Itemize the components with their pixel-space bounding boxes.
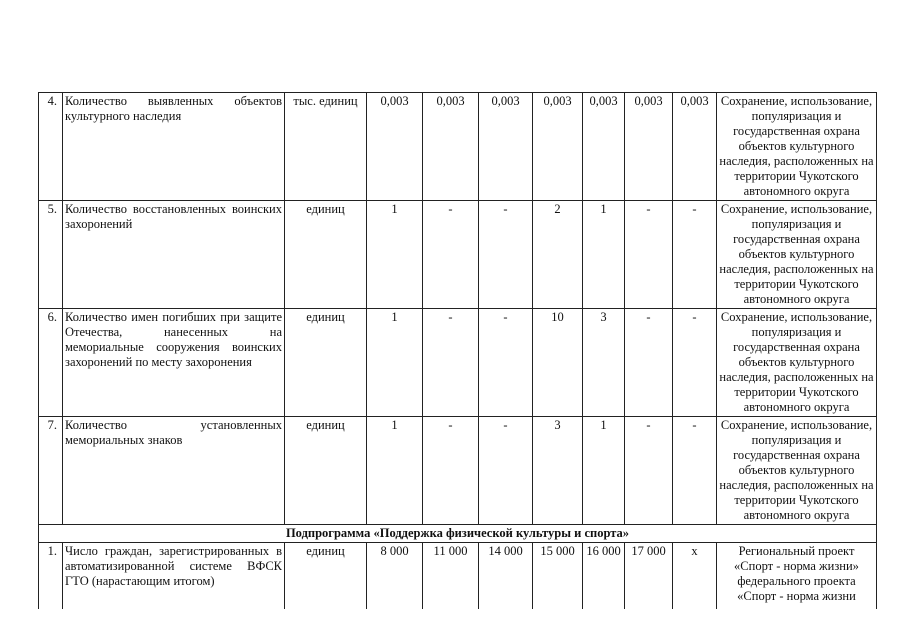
indicator-name: Количество имен погибших при защите Отечества, нанесенных на мемориальные сооружения воинских захоронений по месту захоронения <box>63 309 285 417</box>
value-cell: 1 <box>367 309 423 417</box>
row-number: 1. <box>39 543 63 610</box>
unit-cell: тыс. единиц <box>285 93 367 201</box>
indicator-name: Количество восстановленных воинских захоронений <box>63 201 285 309</box>
note-cell: Сохранение, использование, популяризация и государственная охрана объектов культурного наследия, расположенных на территории Чукотского автономного округа <box>717 417 877 525</box>
unit-cell: единиц <box>285 417 367 525</box>
value-cell: - <box>479 309 533 417</box>
value-cell: - <box>625 309 673 417</box>
value-cell: 1 <box>583 201 625 309</box>
section-header: Подпрограмма «Поддержка физической культуры и спорта» <box>39 525 877 543</box>
value-cell: 1 <box>367 417 423 525</box>
document-page <box>38 92 877 609</box>
table-row <box>39 417 877 525</box>
value-cell: 2 <box>533 201 583 309</box>
value-cell: - <box>673 417 717 525</box>
table-row <box>39 309 877 417</box>
value-cell: 0,003 <box>625 93 673 201</box>
note-cell: Сохранение, использование, популяризация и государственная охрана объектов культурного наследия, расположенных на территории Чукотского автономного округа <box>717 93 877 201</box>
value-cell: 10 <box>533 309 583 417</box>
value-cell: - <box>479 201 533 309</box>
section-header-row <box>39 525 877 543</box>
value-cell: 0,003 <box>583 93 625 201</box>
note-cell: Региональный проект «Спорт - норма жизни» федерального проекта «Спорт - норма жизни <box>717 543 877 610</box>
value-cell: 1 <box>367 201 423 309</box>
value-cell: 8 000 <box>367 543 423 610</box>
value-cell: - <box>423 417 479 525</box>
value-cell: - <box>423 309 479 417</box>
indicator-name: Число граждан, зарегистрированных в автоматизированной системе ВФСК ГТО (нарастающим итогом) <box>63 543 285 610</box>
value-cell: - <box>625 417 673 525</box>
value-cell: 11 000 <box>423 543 479 610</box>
value-cell: 17 000 <box>625 543 673 610</box>
value-cell: 0,003 <box>423 93 479 201</box>
row-number: 5. <box>39 201 63 309</box>
value-cell: 16 000 <box>583 543 625 610</box>
table-row <box>39 543 877 610</box>
value-cell: 3 <box>583 309 625 417</box>
value-cell: 14 000 <box>479 543 533 610</box>
value-cell: - <box>423 201 479 309</box>
value-cell: - <box>673 201 717 309</box>
value-cell: 0,003 <box>673 93 717 201</box>
value-cell: 3 <box>533 417 583 525</box>
value-cell: х <box>673 543 717 610</box>
row-number: 7. <box>39 417 63 525</box>
value-cell: 15 000 <box>533 543 583 610</box>
table-row <box>39 93 877 201</box>
value-cell: 0,003 <box>479 93 533 201</box>
value-cell: - <box>479 417 533 525</box>
row-number: 6. <box>39 309 63 417</box>
value-cell: - <box>625 201 673 309</box>
table-row <box>39 201 877 309</box>
unit-cell: единиц <box>285 309 367 417</box>
indicator-name: Количество установленных мемориальных знаков <box>63 417 285 525</box>
value-cell: 0,003 <box>367 93 423 201</box>
note-cell: Сохранение, использование, популяризация и государственная охрана объектов культурного наследия, расположенных на территории Чукотского автономного округа <box>717 201 877 309</box>
note-cell: Сохранение, использование, популяризация и государственная охрана объектов культурного наследия, расположенных на территории Чукотского автономного округа <box>717 309 877 417</box>
value-cell: - <box>673 309 717 417</box>
unit-cell: единиц <box>285 543 367 610</box>
row-number: 4. <box>39 93 63 201</box>
indicators-table <box>38 92 877 609</box>
unit-cell: единиц <box>285 201 367 309</box>
indicator-name: Количество выявленных объектов культурного наследия <box>63 93 285 201</box>
value-cell: 1 <box>583 417 625 525</box>
value-cell: 0,003 <box>533 93 583 201</box>
